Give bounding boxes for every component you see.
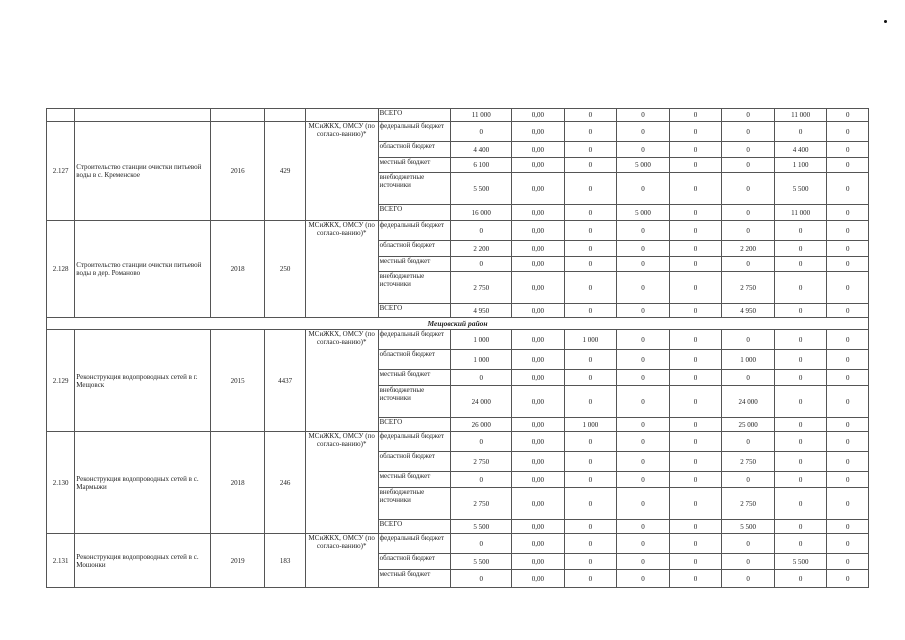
row-number: 2.128 — [47, 221, 75, 318]
value-cell: 0 — [564, 554, 617, 570]
value-cell: 0 — [722, 122, 775, 142]
value-cell: 0 — [617, 350, 670, 370]
value-cell: 0 — [774, 418, 827, 432]
funding-source: ВСЕГО — [378, 520, 451, 534]
row-number: 2.127 — [47, 122, 75, 221]
funding-source: внебюджетные источники — [378, 173, 451, 205]
district-header-row — [47, 318, 869, 330]
value-cell: 0 — [617, 534, 670, 554]
funding-source: местный бюджет — [378, 472, 451, 488]
length: 4437 — [265, 330, 305, 432]
value-cell: 0 — [451, 122, 512, 142]
funding-source: областной бюджет — [378, 554, 451, 570]
value-cell: 0,00 — [512, 330, 565, 350]
executor: МСиЖКХ, ОМСУ (по согласо-ванию)* — [305, 534, 378, 588]
value-cell: 0 — [617, 173, 670, 205]
row-number: 2.131 — [47, 534, 75, 588]
value-cell: 0 — [669, 109, 722, 122]
value-cell: 0 — [722, 554, 775, 570]
value-cell: 0 — [617, 109, 670, 122]
value-cell: 0 — [827, 109, 869, 122]
value-cell: 25 000 — [722, 418, 775, 432]
value-cell: 0 — [722, 534, 775, 554]
value-cell: 26 000 — [451, 418, 512, 432]
value-cell: 0,00 — [512, 432, 565, 452]
value-cell: 0 — [827, 554, 869, 570]
value-cell: 0,00 — [512, 173, 565, 205]
value-cell: 11 000 — [774, 109, 827, 122]
object-name: Реконструкция водопроводных сетей в с. Мошонки — [75, 534, 210, 588]
value-cell: 0 — [827, 488, 869, 520]
value-cell: 0 — [669, 452, 722, 472]
value-cell: 0 — [564, 488, 617, 520]
value-cell: 1 000 — [451, 350, 512, 370]
funding-source: федеральный бюджет — [378, 432, 451, 452]
value-cell: 0 — [669, 520, 722, 534]
value-cell: 0 — [774, 272, 827, 304]
value-cell: 24 000 — [722, 386, 775, 418]
value-cell: 5 500 — [451, 520, 512, 534]
funding-source: областной бюджет — [378, 452, 451, 472]
value-cell: 0 — [564, 472, 617, 488]
value-cell: 0,00 — [512, 272, 565, 304]
value-cell: 1 100 — [774, 158, 827, 173]
value-cell: 0 — [774, 370, 827, 386]
value-cell: 0 — [669, 205, 722, 221]
value-cell: 0 — [722, 432, 775, 452]
value-cell: 0 — [617, 122, 670, 142]
row-number: 2.130 — [47, 432, 75, 534]
object-name: Реконструкция водопроводных сетей в с. Мармыжи — [75, 432, 210, 534]
year-cell — [210, 109, 265, 122]
value-cell: 0 — [564, 534, 617, 554]
value-cell: 0 — [774, 472, 827, 488]
object-name: Реконструкция водопроводных сетей в г. Мещовск — [75, 330, 210, 432]
value-cell: 0 — [451, 570, 512, 588]
table-row — [47, 534, 869, 554]
table-section-pre — [47, 109, 869, 122]
value-cell: 0 — [451, 370, 512, 386]
value-cell: 0 — [774, 520, 827, 534]
value-cell: 0,00 — [512, 452, 565, 472]
value-cell: 0,00 — [512, 554, 565, 570]
value-cell: 0 — [617, 554, 670, 570]
funding-source: местный бюджет — [378, 570, 451, 588]
value-cell: 0 — [827, 520, 869, 534]
value-cell: 0 — [827, 304, 869, 318]
value-cell: 0 — [451, 472, 512, 488]
value-cell: 0,00 — [512, 122, 565, 142]
value-cell: 0 — [827, 142, 869, 158]
funding-source: местный бюджет — [378, 257, 451, 272]
value-cell: 2 750 — [451, 488, 512, 520]
value-cell: 0 — [564, 386, 617, 418]
value-cell: 0 — [617, 330, 670, 350]
value-cell: 0,00 — [512, 205, 565, 221]
length: 183 — [265, 534, 305, 588]
value-cell: 0 — [827, 370, 869, 386]
executor: МСиЖКХ, ОМСУ (по согласо-ванию)* — [305, 330, 378, 432]
value-cell: 0 — [827, 205, 869, 221]
value-cell: 0 — [669, 304, 722, 318]
value-cell: 0 — [564, 272, 617, 304]
length-cell — [265, 109, 305, 122]
value-cell: 0 — [617, 488, 670, 520]
value-cell: 0 — [669, 272, 722, 304]
value-cell: 0,00 — [512, 109, 565, 122]
value-cell: 0 — [669, 330, 722, 350]
value-cell: 0,00 — [512, 570, 565, 588]
value-cell: 0 — [827, 452, 869, 472]
table-row — [47, 122, 869, 142]
value-cell: 0 — [827, 173, 869, 205]
funding-source: местный бюджет — [378, 370, 451, 386]
value-cell: 0 — [774, 570, 827, 588]
value-cell: 0 — [774, 534, 827, 554]
year: 2018 — [210, 221, 265, 318]
value-cell: 0 — [564, 452, 617, 472]
value-cell: 0 — [564, 158, 617, 173]
value-cell: 0 — [774, 350, 827, 370]
row-number-cell — [47, 109, 75, 122]
value-cell: 0 — [827, 432, 869, 452]
funding-source: внебюджетные источники — [378, 386, 451, 418]
executor: МСиЖКХ, ОМСУ (по согласо-ванию)* — [305, 221, 378, 318]
value-cell: 5 500 — [774, 554, 827, 570]
table-section-kremenskoe-romanovo — [47, 122, 869, 318]
value-cell: 0 — [451, 432, 512, 452]
value-cell: 0 — [827, 534, 869, 554]
value-cell: 0 — [669, 386, 722, 418]
object-name: Строительство станции очистки питьевой воды в дер. Романово — [75, 221, 210, 318]
funding-source: областной бюджет — [378, 350, 451, 370]
value-cell: 0,00 — [512, 386, 565, 418]
value-cell: 0 — [774, 221, 827, 241]
executor-cell — [305, 109, 378, 122]
value-cell: 2 750 — [722, 452, 775, 472]
value-cell: 4 400 — [451, 142, 512, 158]
value-cell: 0 — [564, 432, 617, 452]
value-cell: 0 — [827, 122, 869, 142]
value-cell: 0 — [722, 205, 775, 221]
value-cell: 1 000 — [722, 350, 775, 370]
value-cell: 0,00 — [512, 472, 565, 488]
value-cell: 0 — [774, 386, 827, 418]
value-cell: 0 — [617, 452, 670, 472]
value-cell: 0 — [617, 257, 670, 272]
value-cell: 5 500 — [451, 173, 512, 205]
value-cell: 0,00 — [512, 221, 565, 241]
value-cell: 0 — [827, 386, 869, 418]
value-cell: 0 — [564, 257, 617, 272]
value-cell: 0 — [722, 158, 775, 173]
funding-source: местный бюджет — [378, 158, 451, 173]
value-cell: 0 — [669, 158, 722, 173]
value-cell: 0 — [617, 304, 670, 318]
value-cell: 5 000 — [617, 205, 670, 221]
value-cell: 0 — [451, 534, 512, 554]
scan-speck — [884, 20, 887, 23]
value-cell: 0 — [722, 257, 775, 272]
value-cell: 0 — [774, 488, 827, 520]
value-cell: 0 — [669, 488, 722, 520]
value-cell: 0,00 — [512, 418, 565, 432]
value-cell: 0,00 — [512, 142, 565, 158]
value-cell: 0 — [617, 520, 670, 534]
funding-source: ВСЕГО — [378, 418, 451, 432]
value-cell: 0 — [617, 418, 670, 432]
value-cell: 11 000 — [774, 205, 827, 221]
table-section-district — [47, 318, 869, 330]
value-cell: 2 750 — [722, 272, 775, 304]
funding-source: областной бюджет — [378, 142, 451, 158]
value-cell: 0 — [564, 304, 617, 318]
district-title: Мещовский район — [47, 318, 869, 330]
funding-source: федеральный бюджет — [378, 221, 451, 241]
value-cell: 0 — [617, 432, 670, 452]
value-cell: 0 — [617, 221, 670, 241]
value-cell: 4 950 — [451, 304, 512, 318]
source-cell: ВСЕГО — [378, 109, 451, 122]
value-cell: 0 — [827, 272, 869, 304]
table-row — [47, 221, 869, 241]
value-cell: 5 500 — [722, 520, 775, 534]
table-row — [47, 109, 869, 122]
value-cell: 0 — [774, 304, 827, 318]
value-cell: 0 — [617, 386, 670, 418]
funding-source: ВСЕГО — [378, 304, 451, 318]
value-cell: 0 — [617, 370, 670, 386]
length: 246 — [265, 432, 305, 534]
value-cell: 5 000 — [617, 158, 670, 173]
value-cell: 0 — [827, 241, 869, 257]
value-cell: 0 — [774, 241, 827, 257]
value-cell: 0 — [564, 173, 617, 205]
funding-source: ВСЕГО — [378, 205, 451, 221]
value-cell: 0 — [827, 330, 869, 350]
value-cell: 0 — [617, 570, 670, 588]
value-cell: 0 — [827, 418, 869, 432]
value-cell: 0 — [451, 257, 512, 272]
value-cell: 0,00 — [512, 370, 565, 386]
value-cell: 0 — [669, 418, 722, 432]
value-cell: 1 000 — [451, 330, 512, 350]
value-cell: 1 000 — [564, 330, 617, 350]
value-cell: 0 — [564, 122, 617, 142]
value-cell: 0 — [722, 221, 775, 241]
funding-source: областной бюджет — [378, 241, 451, 257]
funding-source: внебюджетные источники — [378, 488, 451, 520]
value-cell: 0 — [722, 370, 775, 386]
value-cell: 0 — [722, 330, 775, 350]
table-row — [47, 432, 869, 452]
value-cell: 0 — [774, 257, 827, 272]
value-cell: 0 — [669, 370, 722, 386]
value-cell: 0 — [669, 221, 722, 241]
value-cell: 24 000 — [451, 386, 512, 418]
value-cell: 0 — [722, 173, 775, 205]
value-cell: 0 — [669, 142, 722, 158]
value-cell: 11 000 — [451, 109, 512, 122]
value-cell: 0 — [564, 370, 617, 386]
value-cell: 0 — [669, 554, 722, 570]
value-cell: 0 — [617, 241, 670, 257]
object-name-cell — [75, 109, 210, 122]
table-section-meshchovsk — [47, 330, 869, 588]
value-cell: 0,00 — [512, 257, 565, 272]
funding-source: федеральный бюджет — [378, 122, 451, 142]
row-number: 2.129 — [47, 330, 75, 432]
value-cell: 0 — [564, 520, 617, 534]
value-cell: 0 — [774, 330, 827, 350]
value-cell: 0 — [617, 272, 670, 304]
value-cell: 0 — [669, 432, 722, 452]
value-cell: 0,00 — [512, 488, 565, 520]
value-cell: 0 — [669, 122, 722, 142]
value-cell: 0 — [564, 142, 617, 158]
funding-source: внебюджетные источники — [378, 272, 451, 304]
value-cell: 0 — [827, 221, 869, 241]
year: 2015 — [210, 330, 265, 432]
value-cell: 0,00 — [512, 304, 565, 318]
value-cell: 0,00 — [512, 158, 565, 173]
value-cell: 0 — [669, 257, 722, 272]
object-name: Строительство станции очистки питьевой воды в с. Кременское — [75, 122, 210, 221]
value-cell: 2 750 — [451, 272, 512, 304]
value-cell: 0,00 — [512, 241, 565, 257]
value-cell: 0 — [669, 534, 722, 554]
value-cell: 2 200 — [451, 241, 512, 257]
value-cell: 2 750 — [451, 452, 512, 472]
table-row — [47, 330, 869, 350]
value-cell: 0 — [617, 142, 670, 158]
executor: МСиЖКХ, ОМСУ (по согласо-ванию)* — [305, 432, 378, 534]
budget-table — [46, 108, 869, 588]
year: 2019 — [210, 534, 265, 588]
value-cell: 0 — [774, 452, 827, 472]
funding-source: федеральный бюджет — [378, 534, 451, 554]
value-cell: 0 — [722, 109, 775, 122]
value-cell: 2 750 — [722, 488, 775, 520]
value-cell: 0 — [722, 142, 775, 158]
value-cell: 0 — [564, 205, 617, 221]
value-cell: 0 — [827, 350, 869, 370]
value-cell: 0 — [827, 158, 869, 173]
value-cell: 5 500 — [774, 173, 827, 205]
value-cell: 0 — [774, 432, 827, 452]
value-cell: 0 — [669, 241, 722, 257]
value-cell: 0 — [669, 472, 722, 488]
value-cell: 0 — [827, 257, 869, 272]
executor: МСиЖКХ, ОМСУ (по согласо-ванию)* — [305, 122, 378, 221]
value-cell: 0 — [564, 570, 617, 588]
value-cell: 0,00 — [512, 350, 565, 370]
year: 2018 — [210, 432, 265, 534]
value-cell: 0 — [617, 472, 670, 488]
value-cell: 0,00 — [512, 520, 565, 534]
value-cell: 6 100 — [451, 158, 512, 173]
value-cell: 0 — [669, 350, 722, 370]
value-cell: 2 200 — [722, 241, 775, 257]
value-cell: 0 — [722, 570, 775, 588]
value-cell: 16 000 — [451, 205, 512, 221]
value-cell: 0 — [774, 122, 827, 142]
value-cell: 0 — [564, 241, 617, 257]
value-cell: 0 — [827, 570, 869, 588]
value-cell: 5 500 — [451, 554, 512, 570]
value-cell: 0 — [669, 570, 722, 588]
value-cell: 0 — [451, 221, 512, 241]
length: 250 — [265, 221, 305, 318]
value-cell: 0 — [669, 173, 722, 205]
value-cell: 4 950 — [722, 304, 775, 318]
value-cell: 0 — [564, 221, 617, 241]
length: 429 — [265, 122, 305, 221]
funding-source: федеральный бюджет — [378, 330, 451, 350]
year: 2016 — [210, 122, 265, 221]
value-cell: 4 400 — [774, 142, 827, 158]
value-cell: 0 — [564, 350, 617, 370]
value-cell: 0 — [564, 109, 617, 122]
value-cell: 0 — [722, 472, 775, 488]
value-cell: 1 000 — [564, 418, 617, 432]
value-cell: 0 — [827, 472, 869, 488]
value-cell: 0,00 — [512, 534, 565, 554]
